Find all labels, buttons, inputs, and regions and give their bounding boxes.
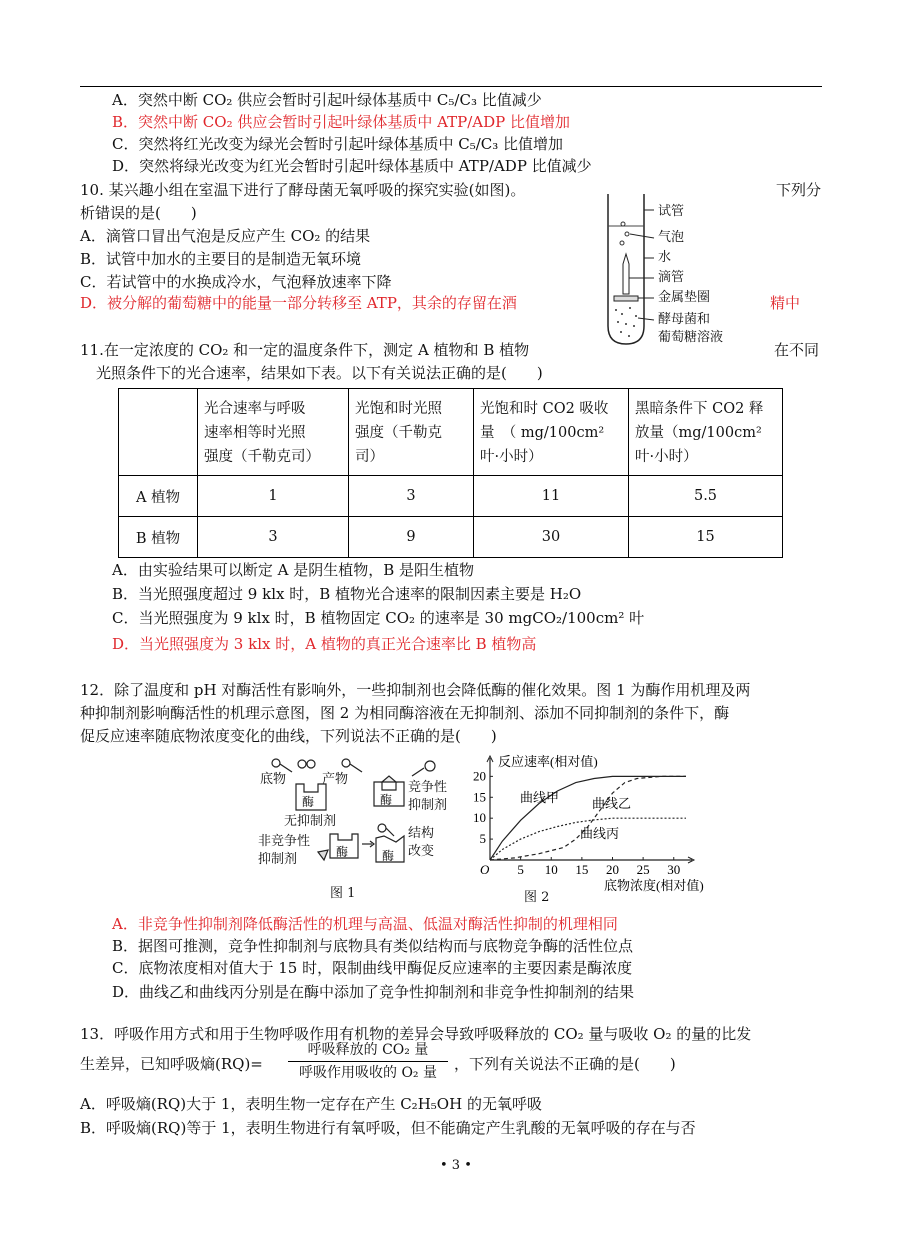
header-line: 强度（千勒克司） [204,449,320,465]
table-cell: 15 [629,517,783,558]
header-line: 量 （ mg/100cm² [480,425,605,441]
reaction-rate-chart-svg [464,750,704,910]
x-tick-label: 10 [544,862,558,877]
fig1-enzyme-label: 酶 [380,793,393,807]
rq-fraction [284,1040,452,1083]
x-tick-label: 5 [517,862,524,877]
x-tick-label: 15 [575,862,589,877]
table-cell: 1 [198,476,349,517]
header-line: 光饱和时光照 [355,401,442,417]
fig1-no-inhibitor-label: 无抑制剂 [284,814,337,829]
q10-option-c: C．若试管中的水换成冷水，气泡释放速率下降 [80,273,392,291]
table-header-cell [198,389,349,476]
q13-stem-1: 13．呼吸作用方式和用于生物呼吸作用有机物的差异会导致呼吸释放的 CO₂ 量与吸收 O₂ 的量的比发 [80,1025,752,1043]
header-line: 黑暗条件下 CO2 释 [635,401,764,417]
origin-label: O [480,862,490,877]
row-label: B 植物 [119,517,198,558]
header-line: 强度（千勒克 [355,425,442,441]
q10-stem-tail: 下列分 [776,181,822,199]
label-bubble: 气泡 [658,230,685,245]
table-cell: 3 [198,517,349,558]
header-line: 叶·小时） [480,449,543,465]
label-metal-washer: 金属垫圈 [658,290,711,305]
label-glucose: 葡萄糖溶液 [658,330,724,345]
top-rule [80,86,822,87]
fig1-noncompetitive-label: 非竞争性 [258,834,311,849]
q10-option-d-tail: 精中 [770,294,801,312]
fig1-structure-change-label: 改变 [408,844,435,859]
table-header-row [119,389,783,476]
x-tick-label: 25 [636,862,650,877]
header-line: 速率相等时光照 [204,425,306,441]
q10-stem: 10. 某兴趣小组在室温下进行了酵母菌无氧呼吸的探究实验(如图)。 [80,181,526,199]
fig1-competitive-label: 抑制剂 [408,798,448,813]
label-water: 水 [658,250,672,265]
label-yeast: 酵母菌和 [658,312,711,327]
header-line: 光合速率与呼吸 [204,401,306,417]
label-dropper: 滴管 [658,270,685,285]
test-tube-figure [592,186,762,356]
fig2-caption: 图 2 [524,890,550,905]
q11-option-b: B．当光照强度超过 9 klx 时，B 植物光合速率的限制因素主要是 H₂O [112,585,582,603]
header-line: 司） [355,449,384,465]
q11-stem-2: 光照条件下的光合速率，结果如下表。以下有关说法正确的是( ) [96,364,543,382]
rq-numerator: 呼吸释放的 CO₂ 量 [307,1042,429,1058]
x-tick-label: 20 [606,862,619,877]
y-tick-label: 5 [479,831,486,847]
q12-stem-1: 12．除了温度和 pH 对酶活性有影响外，一些抑制剂也会降低酶的催化效果。图 1 为酶作用机理及两 [80,681,751,699]
q10-option-a: A．滴管口冒出气泡是反应产生 CO₂ 的结果 [80,227,371,245]
figure-1-enzyme-mechanism [258,756,464,906]
q9-option-a: A．突然中断 CO₂ 供应会暂时引起叶绿体基质中 C₅/C₃ 比值减少 [112,91,542,109]
fig1-structure-change-label: 结构 [408,826,435,841]
x-axis-label: 底物浓度(相对值) [604,878,704,893]
q11-stem-tail: 在不同 [774,341,820,359]
q10-option-d: D．被分解的葡萄糖中的能量一部分转移至 ATP，其余的存留在酒 [80,294,517,312]
table-header-cell [349,389,474,476]
y-tick-label: 15 [473,789,486,805]
header-line: 叶·小时） [635,449,698,465]
q12-option-b: B．据图可推测，竞争性抑制剂与底物具有类似结构而与底物竞争酶的活性位点 [112,937,634,955]
table-row [119,517,783,558]
fig1-substrate-label: 底物 [260,772,287,787]
header-line: 放量（mg/100cm² [635,425,762,441]
q13-stem-2-post: ，下列有关说法不正确的是( ) [454,1055,676,1073]
q12-option-c: C．底物浓度相对值大于 15 时，限制曲线甲酶促反应速率的主要因素是酶浓度 [112,959,633,977]
q12-stem-2: 种抑制剂影响酶活性的机理示意图，图 2 为相同酶溶液在无抑制剂、添加不同抑制剂的条件下，酶 [80,704,730,722]
row-label: A 植物 [119,476,198,517]
figure-2-reaction-rate-chart [464,750,704,910]
label-test-tube: 试管 [658,204,685,219]
series-label-3: 曲线丙 [580,826,620,841]
q11-option-a: A．由实验结果可以断定 A 是阴生植物，B 是阳生植物 [112,561,474,579]
q12-option-d: D．曲线乙和曲线丙分别是在酶中添加了竞争性抑制剂和非竞争性抑制剂的结果 [112,983,635,1001]
y-tick-label: 20 [473,768,486,784]
y-axis-label: 反应速率(相对值) [498,754,598,769]
q12-stem-3: 促反应速率随底物浓度变化的曲线，下列说法不正确的是( ) [80,727,497,745]
fig1-product-label: 产物 [322,772,349,787]
table-header-cell [474,389,629,476]
q9-option-b: B．突然中断 CO₂ 供应会暂时引起叶绿体基质中 ATP/ADP 比值增加 [112,113,571,131]
fig1-enzyme-label: 酶 [302,795,315,809]
q11-option-d: D．当光照强度为 3 klx 时，A 植物的真正光合速率比 B 植物高 [112,635,537,653]
table-corner-cell [119,389,198,476]
page-number: • 3 • [440,1158,472,1173]
series-label-1: 曲线甲 [520,790,560,805]
table-cell: 11 [474,476,629,517]
x-tick-label: 30 [667,862,681,877]
header-line: 光饱和时 CO2 吸收 [480,401,609,417]
fraction-bar [288,1061,448,1062]
fig1-caption: 图 1 [330,886,356,901]
table-row [119,476,783,517]
y-tick-label: 10 [473,810,486,826]
q10-option-b: B．试管中加水的主要目的是制造无氧环境 [80,250,362,268]
series-label-2: 曲线乙 [592,796,632,811]
table-cell: 5.5 [629,476,783,517]
fig1-competitive-label: 竞争性 [408,780,448,795]
rq-denominator: 呼吸作用吸收的 O₂ 量 [299,1065,437,1081]
q11-stem: 11.在一定浓度的 CO₂ 和一定的温度条件下，测定 A 植物和 B 植物 [80,341,530,359]
light-data-table [118,388,783,558]
table-cell: 3 [349,476,474,517]
q12-option-a: A．非竞争性抑制剂降低酶活性的机理与高温、低温对酶活性抑制的机理相同 [112,915,618,933]
q9-option-d: D．突然将绿光改变为红光会暂时引起叶绿体基质中 ATP/ADP 比值减少 [112,157,592,175]
q11-option-c: C．当光照强度为 9 klx 时，B 植物固定 CO₂ 的速率是 30 mgCO₂/100cm² 叶 [112,609,645,627]
q13-option-b: B．呼吸熵(RQ)等于 1，表明生物进行有氧呼吸，但不能确定产生乳酸的无氧呼吸的存在与否 [80,1119,696,1137]
fig1-noncompetitive-label: 抑制剂 [258,852,298,867]
table-cell: 9 [349,517,474,558]
fig1-enzyme-label: 酶 [382,849,395,863]
table-header-cell [629,389,783,476]
q10-stem-2: 析错误的是( ) [80,204,197,222]
table-cell: 30 [474,517,629,558]
q13-option-a: A．呼吸熵(RQ)大于 1，表明生物一定存在产生 C₂H₅OH 的无氧呼吸 [80,1095,542,1113]
q13-stem-2-pre: 生差异，已知呼吸熵(RQ)= [80,1055,263,1073]
q9-option-c: C．突然将红光改变为绿光会暂时引起叶绿体基质中 C₅/C₃ 比值增加 [112,135,564,153]
fig1-enzyme-label: 酶 [336,845,349,859]
